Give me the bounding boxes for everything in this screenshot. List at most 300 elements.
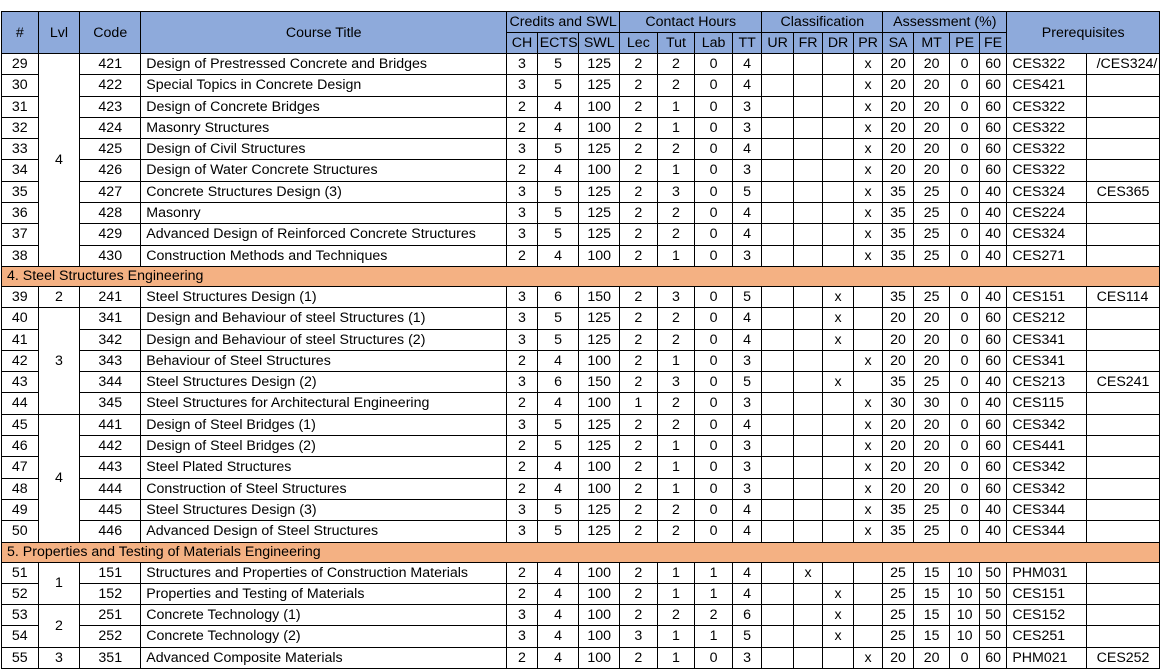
cell-pr: x	[853, 139, 883, 160]
cell-tt: 5	[732, 181, 761, 202]
cell-dr	[823, 117, 853, 138]
cell-fr	[793, 329, 822, 350]
cell-lec: 2	[620, 96, 658, 117]
cell-swl: 100	[579, 117, 620, 138]
cell-pe: 10	[950, 562, 979, 583]
course-code: 152	[80, 583, 141, 604]
cell-pe: 0	[950, 181, 979, 202]
prerequisite-2	[1086, 75, 1159, 96]
prerequisite-1: CES421	[1007, 75, 1086, 96]
cell-swl: 100	[579, 160, 620, 181]
cell-mt: 20	[913, 457, 950, 478]
course-code: 430	[80, 245, 141, 266]
col-header-ects: ECTS	[537, 33, 579, 54]
table-row	[2, 414, 1160, 435]
cell-lec: 2	[620, 286, 658, 307]
cell-ects: 4	[537, 393, 579, 414]
course-title: Advanced Design of Reinforced Concrete Structures	[141, 224, 507, 245]
prerequisite-2: /CES324/	[1086, 54, 1159, 75]
table-row	[2, 372, 1160, 393]
cell-pe: 0	[950, 245, 979, 266]
prerequisite-2	[1086, 96, 1159, 117]
cell-dr	[823, 350, 853, 371]
section-title: 4. Steel Structures Engineering	[2, 266, 1160, 286]
cell-ch: 3	[507, 372, 537, 393]
cell-lec: 2	[620, 245, 658, 266]
col-header-pr: PR	[853, 33, 883, 54]
cell-mt: 15	[913, 626, 950, 647]
cell-lec: 2	[620, 181, 658, 202]
row-number: 45	[2, 414, 39, 435]
course-code: 427	[80, 181, 141, 202]
cell-lab: 1	[695, 583, 733, 604]
row-number: 35	[2, 181, 39, 202]
prerequisite-1: CES441	[1007, 436, 1086, 457]
cell-fr	[793, 605, 822, 626]
cell-ects: 4	[537, 457, 579, 478]
cell-fr	[793, 245, 822, 266]
cell-fe: 40	[979, 286, 1006, 307]
cell-tt: 4	[732, 499, 761, 520]
cell-tut: 1	[657, 583, 695, 604]
course-title: Steel Plated Structures	[141, 457, 507, 478]
cell-pr	[853, 583, 883, 604]
cell-tut: 3	[657, 372, 695, 393]
course-title: Design of Concrete Bridges	[141, 96, 507, 117]
cell-lec: 2	[620, 203, 658, 224]
cell-pr	[853, 308, 883, 329]
cell-sa: 20	[883, 329, 913, 350]
cell-mt: 30	[913, 393, 950, 414]
row-number: 54	[2, 626, 39, 647]
cell-swl: 125	[579, 139, 620, 160]
cell-sa: 30	[883, 393, 913, 414]
cell-tt: 5	[732, 626, 761, 647]
cell-tt: 4	[732, 562, 761, 583]
cell-fe: 60	[979, 414, 1006, 435]
cell-sa: 20	[883, 308, 913, 329]
cell-lab: 0	[695, 478, 733, 499]
cell-fe: 40	[979, 393, 1006, 414]
prerequisite-1: CES115	[1007, 393, 1086, 414]
row-number: 49	[2, 499, 39, 520]
cell-pr: x	[853, 457, 883, 478]
cell-tt: 4	[732, 203, 761, 224]
cell-ur	[762, 203, 794, 224]
cell-lab: 0	[695, 224, 733, 245]
prerequisite-2	[1086, 393, 1159, 414]
row-number: 36	[2, 203, 39, 224]
cell-tt: 4	[732, 139, 761, 160]
cell-swl: 125	[579, 181, 620, 202]
cell-tut: 2	[657, 329, 695, 350]
cell-pr	[853, 626, 883, 647]
cell-mt: 20	[913, 329, 950, 350]
cell-mt: 25	[913, 499, 950, 520]
cell-ects: 4	[537, 626, 579, 647]
cell-lec: 2	[620, 647, 658, 668]
row-number: 34	[2, 160, 39, 181]
cell-swl: 100	[579, 393, 620, 414]
cell-ch: 3	[507, 329, 537, 350]
cell-swl: 125	[579, 308, 620, 329]
course-title: Concrete Structures Design (3)	[141, 181, 507, 202]
cell-dr	[823, 203, 853, 224]
course-title: Properties and Testing of Materials	[141, 583, 507, 604]
cell-swl: 150	[579, 286, 620, 307]
prerequisite-1: CES342	[1007, 414, 1086, 435]
prerequisite-2	[1086, 329, 1159, 350]
prerequisite-2	[1086, 457, 1159, 478]
cell-mt: 20	[913, 414, 950, 435]
cell-lab: 0	[695, 160, 733, 181]
course-title: Design and Behaviour of steel Structures (1)	[141, 308, 507, 329]
cell-tut: 1	[657, 350, 695, 371]
cell-mt: 25	[913, 286, 950, 307]
cell-lec: 2	[620, 224, 658, 245]
level-cell: 4	[38, 414, 80, 542]
cell-tut: 2	[657, 521, 695, 542]
cell-sa: 20	[883, 75, 913, 96]
cell-lab: 0	[695, 457, 733, 478]
cell-ch: 2	[507, 478, 537, 499]
cell-pr: x	[853, 521, 883, 542]
cell-tut: 1	[657, 562, 695, 583]
prerequisite-2: CES241	[1086, 372, 1159, 393]
cell-mt: 20	[913, 54, 950, 75]
course-title: Masonry Structures	[141, 117, 507, 138]
table-row	[2, 308, 1160, 329]
cell-sa: 20	[883, 478, 913, 499]
cell-lab: 0	[695, 203, 733, 224]
cell-sa: 35	[883, 499, 913, 520]
cell-fe: 60	[979, 457, 1006, 478]
cell-ur	[762, 181, 794, 202]
cell-tut: 1	[657, 96, 695, 117]
course-title: Behaviour of Steel Structures	[141, 350, 507, 371]
course-title: Design of Steel Bridges (2)	[141, 436, 507, 457]
cell-tut: 1	[657, 160, 695, 181]
cell-ects: 5	[537, 203, 579, 224]
cell-fe: 40	[979, 245, 1006, 266]
cell-mt: 20	[913, 308, 950, 329]
course-title: Design and Behaviour of steel Structures (2)	[141, 329, 507, 350]
cell-dr	[823, 393, 853, 414]
cell-tt: 3	[732, 117, 761, 138]
table-row	[2, 350, 1160, 371]
col-header-fe: FE	[979, 33, 1006, 54]
row-number: 30	[2, 75, 39, 96]
cell-ur	[762, 436, 794, 457]
table-header	[2, 12, 1160, 54]
cell-dr: x	[823, 286, 853, 307]
cell-pe: 10	[950, 626, 979, 647]
course-code: 421	[80, 54, 141, 75]
cell-mt: 25	[913, 224, 950, 245]
cell-lec: 3	[620, 626, 658, 647]
cell-mt: 20	[913, 139, 950, 160]
cell-dr: x	[823, 372, 853, 393]
cell-swl: 100	[579, 350, 620, 371]
cell-swl: 125	[579, 54, 620, 75]
prerequisite-2	[1086, 117, 1159, 138]
course-table	[1, 11, 1160, 669]
cell-ch: 2	[507, 245, 537, 266]
level-cell: 2	[38, 605, 80, 648]
row-number: 51	[2, 562, 39, 583]
cell-lab: 0	[695, 308, 733, 329]
cell-ects: 4	[537, 350, 579, 371]
course-code: 343	[80, 350, 141, 371]
cell-swl: 100	[579, 245, 620, 266]
cell-ch: 2	[507, 160, 537, 181]
cell-ur	[762, 308, 794, 329]
prerequisite-2	[1086, 414, 1159, 435]
col-group-credits: Credits and SWL	[507, 12, 620, 33]
cell-dr	[823, 160, 853, 181]
cell-fr	[793, 160, 822, 181]
cell-ur	[762, 96, 794, 117]
cell-fe: 60	[979, 54, 1006, 75]
cell-pr: x	[853, 75, 883, 96]
col-group-assessment: Assessment (%)	[883, 12, 1007, 33]
table-row	[2, 626, 1160, 647]
cell-fr	[793, 203, 822, 224]
course-code: 424	[80, 117, 141, 138]
course-title: Special Topics in Concrete Design	[141, 75, 507, 96]
prerequisite-2	[1086, 308, 1159, 329]
cell-tut: 2	[657, 499, 695, 520]
section-title: 5. Properties and Testing of Materials Engineering	[2, 542, 1160, 562]
cell-fr	[793, 583, 822, 604]
table-row	[2, 75, 1160, 96]
cell-tt: 3	[732, 478, 761, 499]
cell-fr	[793, 478, 822, 499]
cell-ch: 2	[507, 457, 537, 478]
prerequisite-1: CES341	[1007, 329, 1086, 350]
cell-tut: 2	[657, 139, 695, 160]
course-code: 425	[80, 139, 141, 160]
cell-ects: 5	[537, 414, 579, 435]
row-number: 33	[2, 139, 39, 160]
cell-sa: 25	[883, 562, 913, 583]
cell-fr	[793, 457, 822, 478]
cell-lab: 0	[695, 499, 733, 520]
cell-tut: 1	[657, 478, 695, 499]
cell-lab: 0	[695, 393, 733, 414]
table-row	[2, 647, 1160, 668]
cell-ects: 4	[537, 96, 579, 117]
prerequisite-2: CES365	[1086, 181, 1159, 202]
course-code: 344	[80, 372, 141, 393]
cell-lab: 0	[695, 139, 733, 160]
table-row	[2, 562, 1160, 583]
level-cell: 3	[38, 647, 80, 668]
cell-dr	[823, 139, 853, 160]
cell-ects: 6	[537, 372, 579, 393]
cell-ur	[762, 626, 794, 647]
cell-pe: 0	[950, 308, 979, 329]
cell-tt: 5	[732, 372, 761, 393]
course-title: Design of Water Concrete Structures	[141, 160, 507, 181]
col-header-num: #	[2, 12, 39, 54]
cell-fr: x	[793, 562, 822, 583]
cell-ur	[762, 499, 794, 520]
cell-swl: 150	[579, 372, 620, 393]
col-header-pe: PE	[950, 33, 979, 54]
cell-lec: 2	[620, 562, 658, 583]
cell-swl: 100	[579, 478, 620, 499]
cell-ch: 2	[507, 647, 537, 668]
cell-tut: 2	[657, 308, 695, 329]
cell-ch: 3	[507, 54, 537, 75]
cell-tt: 4	[732, 414, 761, 435]
table-row	[2, 499, 1160, 520]
cell-fe: 40	[979, 372, 1006, 393]
cell-ur	[762, 286, 794, 307]
cell-tt: 4	[732, 54, 761, 75]
cell-lec: 2	[620, 605, 658, 626]
cell-ur	[762, 372, 794, 393]
course-code: 345	[80, 393, 141, 414]
prerequisite-1: CES224	[1007, 203, 1086, 224]
prerequisite-2	[1086, 139, 1159, 160]
cell-pe: 0	[950, 139, 979, 160]
prerequisite-1: CES324	[1007, 224, 1086, 245]
table-row	[2, 160, 1160, 181]
row-number: 39	[2, 286, 39, 307]
row-number: 47	[2, 457, 39, 478]
cell-pr	[853, 329, 883, 350]
cell-fe: 40	[979, 224, 1006, 245]
cell-fr	[793, 521, 822, 542]
cell-ch: 2	[507, 436, 537, 457]
prerequisite-1: CES322	[1007, 139, 1086, 160]
course-title: Design of Steel Bridges (1)	[141, 414, 507, 435]
course-code: 151	[80, 562, 141, 583]
course-code: 441	[80, 414, 141, 435]
cell-lec: 2	[620, 75, 658, 96]
cell-ur	[762, 562, 794, 583]
cell-sa: 35	[883, 286, 913, 307]
cell-dr: x	[823, 329, 853, 350]
cell-sa: 35	[883, 372, 913, 393]
cell-dr	[823, 414, 853, 435]
cell-swl: 100	[579, 583, 620, 604]
cell-mt: 15	[913, 583, 950, 604]
cell-ects: 4	[537, 583, 579, 604]
course-code: 341	[80, 308, 141, 329]
cell-pr: x	[853, 647, 883, 668]
cell-pr: x	[853, 181, 883, 202]
course-title: Construction Methods and Techniques	[141, 245, 507, 266]
cell-ch: 3	[507, 499, 537, 520]
col-header-tut: Tut	[657, 33, 695, 54]
cell-dr	[823, 96, 853, 117]
table-row	[2, 96, 1160, 117]
cell-mt: 25	[913, 181, 950, 202]
cell-ur	[762, 457, 794, 478]
cell-tut: 1	[657, 245, 695, 266]
cell-ects: 5	[537, 436, 579, 457]
cell-pr: x	[853, 245, 883, 266]
prerequisite-2	[1086, 245, 1159, 266]
prerequisite-2	[1086, 521, 1159, 542]
cell-tt: 3	[732, 96, 761, 117]
cell-mt: 20	[913, 96, 950, 117]
cell-swl: 125	[579, 224, 620, 245]
cell-ch: 3	[507, 181, 537, 202]
cell-dr	[823, 457, 853, 478]
cell-tt: 4	[732, 329, 761, 350]
cell-fr	[793, 75, 822, 96]
prerequisite-1: CES324	[1007, 181, 1086, 202]
cell-lab: 0	[695, 181, 733, 202]
cell-fr	[793, 499, 822, 520]
cell-ects: 5	[537, 139, 579, 160]
cell-lab: 0	[695, 414, 733, 435]
cell-fe: 50	[979, 562, 1006, 583]
prerequisite-2	[1086, 224, 1159, 245]
cell-mt: 20	[913, 160, 950, 181]
cell-tut: 1	[657, 626, 695, 647]
cell-dr	[823, 245, 853, 266]
cell-dr	[823, 647, 853, 668]
cell-lec: 2	[620, 350, 658, 371]
cell-fe: 50	[979, 583, 1006, 604]
cell-sa: 20	[883, 160, 913, 181]
cell-ects: 5	[537, 308, 579, 329]
cell-ects: 5	[537, 54, 579, 75]
cell-ur	[762, 139, 794, 160]
prerequisite-2	[1086, 626, 1159, 647]
cell-swl: 125	[579, 203, 620, 224]
cell-dr: x	[823, 626, 853, 647]
section-header-row	[2, 266, 1160, 286]
col-header-prerequisites: Prerequisites	[1007, 12, 1160, 54]
cell-dr	[823, 54, 853, 75]
prerequisite-1: CES213	[1007, 372, 1086, 393]
row-number: 41	[2, 329, 39, 350]
cell-tt: 5	[732, 286, 761, 307]
cell-lec: 2	[620, 372, 658, 393]
cell-pe: 0	[950, 54, 979, 75]
cell-tut: 2	[657, 224, 695, 245]
course-title: Design of Civil Structures	[141, 139, 507, 160]
cell-tut: 2	[657, 54, 695, 75]
cell-tt: 3	[732, 457, 761, 478]
prerequisite-2	[1086, 562, 1159, 583]
cell-ur	[762, 521, 794, 542]
cell-lab: 0	[695, 245, 733, 266]
cell-fe: 40	[979, 521, 1006, 542]
cell-tut: 1	[657, 457, 695, 478]
row-number: 31	[2, 96, 39, 117]
cell-fr	[793, 286, 822, 307]
cell-dr	[823, 478, 853, 499]
cell-ects: 4	[537, 605, 579, 626]
course-code: 446	[80, 521, 141, 542]
prerequisite-1: CES344	[1007, 521, 1086, 542]
table-row	[2, 583, 1160, 604]
course-title: Structures and Properties of Construction Materials	[141, 562, 507, 583]
cell-pr	[853, 286, 883, 307]
cell-sa: 35	[883, 203, 913, 224]
cell-fe: 40	[979, 499, 1006, 520]
prerequisite-2	[1086, 203, 1159, 224]
cell-fr	[793, 393, 822, 414]
cell-fr	[793, 181, 822, 202]
